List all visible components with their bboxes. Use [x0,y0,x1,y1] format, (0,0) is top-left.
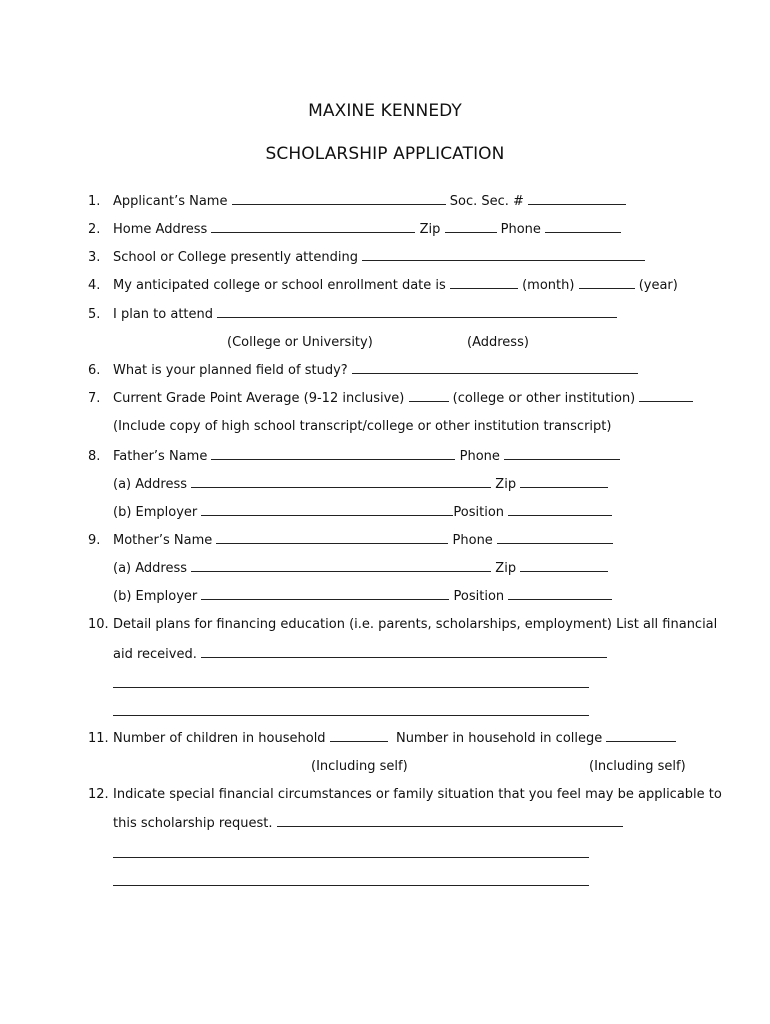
aid-received-label: aid received. [113,647,197,662]
item-number: 9. [88,533,101,548]
father-employer-field[interactable] [201,504,453,516]
mother-position-label: Position [453,589,505,604]
father-phone-label: Phone [459,449,500,464]
mother-address-row [113,560,608,578]
mother-zip-field[interactable] [520,560,608,572]
aid-received-continuation [113,676,589,694]
plan-to-attend-field[interactable] [217,306,617,318]
gpa-row [113,390,693,408]
special-circumstances-line-3[interactable] [113,874,589,886]
applicant-row [113,193,626,211]
household-in-college-label: Number in household in college [395,731,603,746]
form-title: SCHOLARSHIP APPLICATION [265,144,505,164]
applicant-name-label: Applicant’s Name [113,194,228,209]
mother-zip-label: Zip [495,561,517,576]
father-address-field[interactable] [191,476,491,488]
scholarship-request-label: this scholarship request. [113,816,273,831]
household-in-college-field[interactable] [606,730,676,742]
ssn-label: Soc. Sec. # [449,194,524,209]
enrollment-month-field[interactable] [450,277,518,289]
ssn-field[interactable] [528,193,626,205]
children-in-household-field[interactable] [330,730,388,742]
aid-received-continuation [113,704,589,722]
father-row [113,448,620,466]
household-row [113,730,676,748]
aid-received-line-2[interactable] [113,676,589,688]
enrollment-label: My anticipated college or school enrollment date is [113,278,446,293]
field-of-study-field[interactable] [352,362,638,374]
children-in-household-label: Number of children in household [113,731,326,746]
mother-row [113,532,613,550]
father-name-label: Father’s Name [113,449,208,464]
aid-received-row [113,646,607,664]
college-caption: (College or University) [227,335,373,350]
item-number: 4. [88,278,101,293]
enrollment-row [113,277,678,295]
father-employer-row [113,504,612,522]
item-number: 5. [88,307,101,322]
item-number: 6. [88,363,101,378]
year-label: (year) [638,278,678,293]
special-circumstances-continuation [113,874,589,892]
mother-address-label: (a) Address [113,561,188,576]
mother-employer-label: (b) Employer [113,589,198,604]
father-position-field[interactable] [508,504,612,516]
mother-employer-field[interactable] [201,588,449,600]
father-name-field[interactable] [211,448,455,460]
transcript-note: (Include copy of high school transcript/college or other institution transcript) [113,419,612,434]
gpa-college-label: (college or other institution) [452,391,636,406]
item-number: 11. [88,731,109,746]
phone-label: Phone [500,222,541,237]
scholarship-request-field[interactable] [277,815,623,827]
mother-address-field[interactable] [191,560,491,572]
item-number: 12. [88,787,109,802]
father-address-row [113,476,608,494]
plan-to-attend-label: I plan to attend [113,307,214,322]
applicant-name-field[interactable] [232,193,446,205]
mother-employer-row [113,588,612,606]
home-address-row [113,221,621,239]
school-field[interactable] [362,249,645,261]
mother-name-label: Mother’s Name [113,533,213,548]
including-self-caption: (Including self) [589,759,686,774]
financing-plans-label: Detail plans for financing education (i.e. parents, scholarships, employment) List all financial [113,617,718,632]
father-employer-label: (b) Employer [113,505,198,520]
plan-to-attend-row [113,306,617,324]
item-number: 7. [88,391,101,406]
including-self-caption: (Including self) [311,759,408,774]
month-label: (month) [522,278,575,293]
item-number: 8. [88,449,101,464]
gpa-label: Current Grade Point Average (9-12 inclusive) [113,391,405,406]
zip-label: Zip [419,222,441,237]
scholarship-request-row [113,815,623,833]
form-title-name: MAXINE KENNEDY [308,101,462,121]
special-circumstances-label: Indicate special financial circumstances or family situation that you feel may be applicable to [113,787,722,802]
aid-received-line-3[interactable] [113,704,589,716]
school-row [113,249,645,267]
address-caption: (Address) [467,335,529,350]
zip-field[interactable] [445,221,497,233]
mother-phone-label: Phone [452,533,493,548]
gpa-highschool-field[interactable] [409,390,449,402]
field-of-study-row [113,362,638,380]
enrollment-year-field[interactable] [579,277,635,289]
home-address-field[interactable] [211,221,415,233]
field-of-study-label: What is your planned field of study? [113,363,348,378]
item-number: 10. [88,617,109,632]
item-number: 2. [88,222,101,237]
special-circumstances-line-2[interactable] [113,846,589,858]
phone-field[interactable] [545,221,621,233]
mother-position-field[interactable] [508,588,612,600]
special-circumstances-continuation [113,846,589,864]
father-zip-label: Zip [495,477,517,492]
father-address-label: (a) Address [113,477,188,492]
father-position-label: Position [453,505,505,520]
home-address-label: Home Address [113,222,208,237]
item-number: 1. [88,194,101,209]
father-phone-field[interactable] [504,448,620,460]
mother-name-field[interactable] [216,532,448,544]
school-label: School or College presently attending [113,250,358,265]
item-number: 3. [88,250,101,265]
gpa-college-field[interactable] [639,390,693,402]
mother-phone-field[interactable] [497,532,613,544]
father-zip-field[interactable] [520,476,608,488]
aid-received-field[interactable] [201,646,607,658]
